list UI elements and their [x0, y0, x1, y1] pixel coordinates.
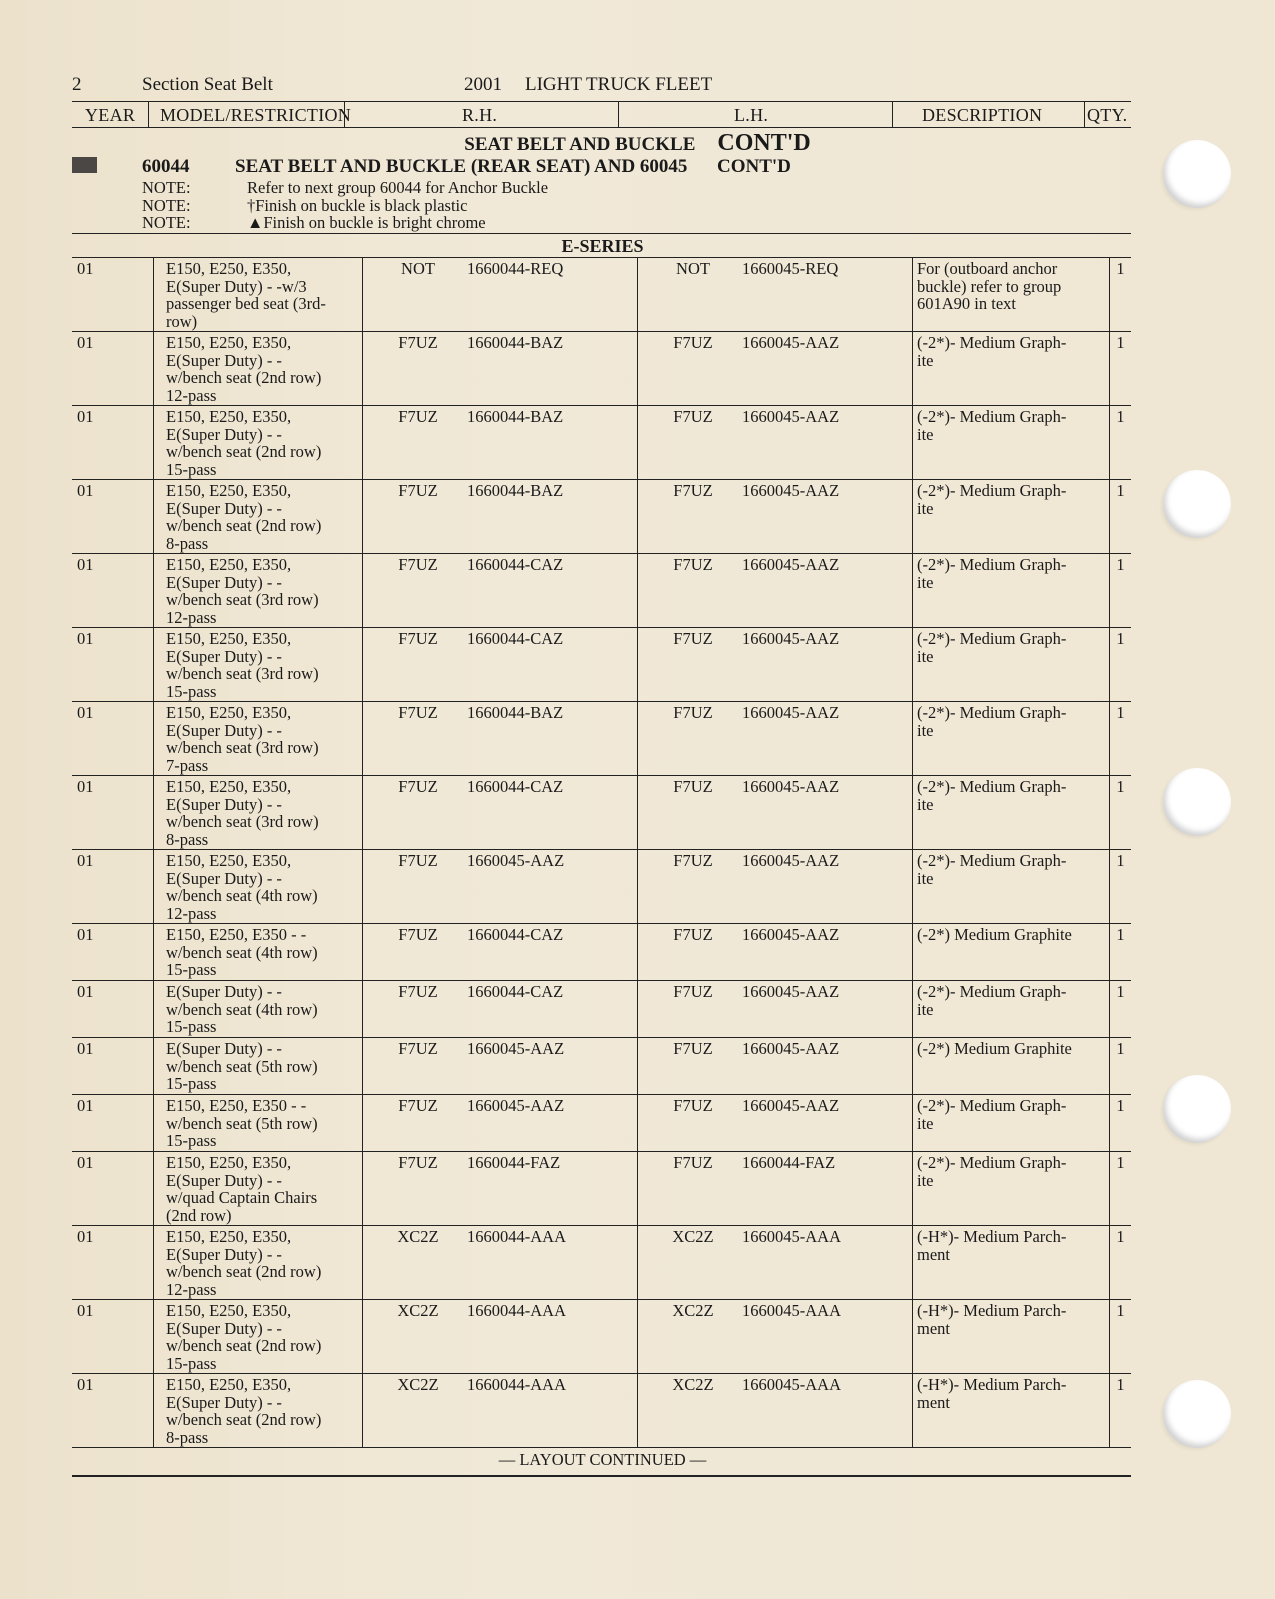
- model-cell: E150, E250, E350, E(Super Duty) - - w/bench seat (3rd row) 8-pass: [154, 776, 363, 850]
- part-prefix: F7UZ: [398, 1153, 438, 1172]
- rh-part-cell: [363, 924, 638, 981]
- series-heading: E-SERIES: [561, 236, 644, 256]
- part-prefix: F7UZ: [398, 777, 438, 796]
- model-cell: E150, E250, E350, E(Super Duty) - - w/bench seat (3rd row) 15-pass: [154, 628, 363, 702]
- model-cell: E150, E250, E350, E(Super Duty) - - w/bench seat (3rd row) 12-pass: [154, 554, 363, 628]
- rh-part-cell: [363, 554, 638, 628]
- lh-part-cell: [638, 702, 913, 776]
- part-number: 1660045-AAZ: [742, 1039, 840, 1058]
- description-cell: (-2*) Medium Graphite: [913, 924, 1110, 981]
- qty-cell: 1: [1110, 1374, 1132, 1448]
- year-cell: 01: [72, 1095, 154, 1152]
- model-cell: E150, E250, E350 - - w/bench seat (5th row) 15-pass: [154, 1095, 363, 1152]
- part-prefix: F7UZ: [673, 629, 713, 648]
- qty-cell: 1: [1110, 258, 1132, 332]
- part-number: 1660045-AAZ: [467, 1096, 565, 1115]
- qty-cell: 1: [1110, 628, 1132, 702]
- qty-cell: 1: [1110, 480, 1132, 554]
- part-prefix: XC2Z: [397, 1301, 439, 1320]
- part-number: 1660045-AAZ: [742, 982, 840, 1001]
- part-number: 1660044-BAZ: [467, 407, 564, 426]
- year-cell: 01: [72, 332, 154, 406]
- table-row: [72, 628, 1131, 702]
- part-number: 1660044-CAZ: [467, 925, 564, 944]
- bottom-rule: [72, 1475, 1131, 1477]
- part-prefix: F7UZ: [673, 407, 713, 426]
- part-prefix: F7UZ: [673, 925, 713, 944]
- lh-part-cell: [638, 1374, 913, 1448]
- description-cell: (-H*)- Medium Parch- ment: [913, 1226, 1110, 1300]
- part-prefix: NOT: [676, 259, 710, 278]
- rh-part-cell: [363, 1300, 638, 1374]
- col-qty: QTY.: [1087, 105, 1128, 125]
- part-prefix: F7UZ: [398, 703, 438, 722]
- year-cell: 01: [72, 480, 154, 554]
- part-number: 1660044-AAA: [467, 1301, 566, 1320]
- year-cell: 01: [72, 850, 154, 924]
- layout-continued: — LAYOUT CONTINUED —: [498, 1450, 707, 1469]
- part-prefix: F7UZ: [673, 851, 713, 870]
- col-description: DESCRIPTION: [922, 105, 1043, 125]
- rh-part-cell: [363, 981, 638, 1038]
- model-cell: E(Super Duty) - - w/bench seat (5th row) 15-pass: [154, 1038, 363, 1095]
- lh-part-cell: [638, 258, 913, 332]
- part-prefix: F7UZ: [398, 851, 438, 870]
- part-prefix: F7UZ: [398, 1096, 438, 1115]
- table-row: [72, 332, 1131, 406]
- part-number: 1660044-BAZ: [467, 703, 564, 722]
- rh-part-cell: [363, 776, 638, 850]
- part-number: 1660045-AAZ: [742, 851, 840, 870]
- description-cell: (-2*)- Medium Graph- ite: [913, 628, 1110, 702]
- part-prefix: F7UZ: [398, 982, 438, 1001]
- year-cell: 01: [72, 406, 154, 480]
- lh-part-cell: [638, 850, 913, 924]
- table-row: [72, 702, 1131, 776]
- note-text: ▲Finish on buckle is bright chrome: [247, 213, 486, 232]
- part-number: 1660044-AAA: [467, 1227, 566, 1246]
- note-text: †Finish on buckle is black plastic: [247, 196, 468, 215]
- lh-part-cell: [638, 1095, 913, 1152]
- model-cell: E150, E250, E350, E(Super Duty) - - w/bench seat (2nd row) 15-pass: [154, 406, 363, 480]
- part-prefix: NOT: [401, 259, 435, 278]
- section-title: SEAT BELT AND BUCKLE CONT'D: [464, 130, 811, 156]
- qty-cell: 1: [1110, 332, 1132, 406]
- rh-part-cell: [363, 1038, 638, 1095]
- part-number: 1660044-BAZ: [467, 333, 564, 352]
- lh-part-cell: [638, 332, 913, 406]
- part-number: 1660044-CAZ: [467, 555, 564, 574]
- lh-part-cell: [638, 924, 913, 981]
- year-cell: 01: [72, 1226, 154, 1300]
- table-row: [72, 776, 1131, 850]
- part-number: 1660045-AAZ: [742, 925, 840, 944]
- description-cell: (-2*)- Medium Graph- ite: [913, 702, 1110, 776]
- part-number: 1660045-AAA: [742, 1301, 841, 1320]
- year-cell: 01: [72, 1374, 154, 1448]
- rh-part-cell: [363, 850, 638, 924]
- qty-cell: 1: [1110, 1300, 1132, 1374]
- model-cell: E150, E250, E350, E(Super Duty) - - w/bench seat (2nd row) 8-pass: [154, 480, 363, 554]
- part-number: 1660045-AAZ: [467, 1039, 565, 1058]
- description-cell: (-2*)- Medium Graph- ite: [913, 406, 1110, 480]
- part-number: 1660045-AAZ: [467, 851, 565, 870]
- note-text: Refer to next group 60044 for Anchor Buckle: [247, 178, 549, 197]
- part-prefix: F7UZ: [673, 1039, 713, 1058]
- col-lh: L.H.: [734, 105, 769, 125]
- part-number: 1660045-REQ: [742, 259, 839, 278]
- col-rh: R.H.: [462, 105, 498, 125]
- part-number: 1660045-AAZ: [742, 407, 840, 426]
- part-prefix: XC2Z: [397, 1375, 439, 1394]
- rh-part-cell: [363, 702, 638, 776]
- year-cell: 01: [72, 981, 154, 1038]
- qty-cell: 1: [1110, 776, 1132, 850]
- qty-cell: 1: [1110, 406, 1132, 480]
- rh-part-cell: [363, 628, 638, 702]
- year-cell: 01: [72, 1300, 154, 1374]
- lh-part-cell: [638, 1152, 913, 1226]
- part-number: 1660045-AAA: [742, 1227, 841, 1246]
- part-prefix: F7UZ: [673, 703, 713, 722]
- description-cell: (-2*)- Medium Graph- ite: [913, 480, 1110, 554]
- model-cell: E150, E250, E350, E(Super Duty) - - w/bench seat (3rd row) 7-pass: [154, 702, 363, 776]
- part-prefix: F7UZ: [398, 925, 438, 944]
- part-prefix: F7UZ: [398, 555, 438, 574]
- part-prefix: XC2Z: [672, 1227, 714, 1246]
- year-cell: 01: [72, 776, 154, 850]
- part-prefix: XC2Z: [397, 1227, 439, 1246]
- part-number: 1660045-AAZ: [742, 555, 840, 574]
- year-cell: 01: [72, 924, 154, 981]
- part-prefix: F7UZ: [398, 407, 438, 426]
- part-prefix: F7UZ: [398, 629, 438, 648]
- group-marker: [72, 157, 97, 173]
- table-row: [72, 258, 1131, 332]
- part-number: 1660044-CAZ: [467, 777, 564, 796]
- rh-part-cell: [363, 258, 638, 332]
- parts-table: [72, 257, 1131, 1448]
- lh-part-cell: [638, 406, 913, 480]
- part-number: 1660045-AAZ: [742, 333, 840, 352]
- model-cell: E150, E250, E350 - - w/bench seat (4th row) 15-pass: [154, 924, 363, 981]
- part-number: 1660045-AAZ: [742, 703, 840, 722]
- model-cell: E150, E250, E350, E(Super Duty) - - w/bench seat (2nd row) 12-pass: [154, 332, 363, 406]
- model-cell: E150, E250, E350, E(Super Duty) - - w/bench seat (4th row) 12-pass: [154, 850, 363, 924]
- table-row: [72, 1152, 1131, 1226]
- table-row: [72, 1038, 1131, 1095]
- qty-cell: 1: [1110, 1095, 1132, 1152]
- part-number: 1660044-AAA: [467, 1375, 566, 1394]
- part-prefix: F7UZ: [673, 982, 713, 1001]
- qty-cell: 1: [1110, 554, 1132, 628]
- note-label: NOTE:: [142, 213, 191, 232]
- table-row: [72, 981, 1131, 1038]
- part-number: 1660045-AAZ: [742, 1096, 840, 1115]
- part-prefix: F7UZ: [398, 481, 438, 500]
- part-number: 1660044-CAZ: [467, 982, 564, 1001]
- page-number: 2: [72, 74, 82, 95]
- model-cell: E150, E250, E350, E(Super Duty) - - w/bench seat (2nd row) 8-pass: [154, 1374, 363, 1448]
- table-row: [72, 1226, 1131, 1300]
- rh-part-cell: [363, 406, 638, 480]
- rh-part-cell: [363, 1374, 638, 1448]
- col-year: YEAR: [85, 105, 136, 125]
- lh-part-cell: [638, 1038, 913, 1095]
- lh-part-cell: [638, 776, 913, 850]
- rh-part-cell: [363, 1152, 638, 1226]
- description-cell: (-H*)- Medium Parch- ment: [913, 1300, 1110, 1374]
- model-cell: E150, E250, E350, E(Super Duty) - -w/3 passenger bed seat (3rd- row): [154, 258, 363, 332]
- col-model: MODEL/RESTRICTION: [160, 105, 352, 125]
- model-cell: E150, E250, E350, E(Super Duty) - - w/bench seat (2nd row) 12-pass: [154, 1226, 363, 1300]
- qty-cell: 1: [1110, 1152, 1132, 1226]
- part-number: 1660045-AAZ: [742, 629, 840, 648]
- description-cell: (-2*)- Medium Graph- ite: [913, 554, 1110, 628]
- year-cell: 01: [72, 702, 154, 776]
- year-cell: 01: [72, 258, 154, 332]
- group-code: 60044: [142, 156, 190, 177]
- year-cell: 01: [72, 628, 154, 702]
- part-prefix: F7UZ: [673, 1153, 713, 1172]
- table-row: [72, 554, 1131, 628]
- lh-part-cell: [638, 480, 913, 554]
- note-label: NOTE:: [142, 196, 191, 215]
- year-cell: 01: [72, 554, 154, 628]
- description-cell: (-2*)- Medium Graph- ite: [913, 332, 1110, 406]
- table-row: [72, 1095, 1131, 1152]
- part-prefix: F7UZ: [673, 1096, 713, 1115]
- qty-cell: 1: [1110, 850, 1132, 924]
- part-number: 1660045-AAZ: [742, 481, 840, 500]
- table-row: [72, 480, 1131, 554]
- section-name: Section Seat Belt: [142, 74, 273, 95]
- part-prefix: F7UZ: [673, 555, 713, 574]
- qty-cell: 1: [1110, 924, 1132, 981]
- rh-part-cell: [363, 1095, 638, 1152]
- part-number: 1660044-REQ: [467, 259, 564, 278]
- qty-cell: 1: [1110, 981, 1132, 1038]
- binder-hole: [1163, 470, 1231, 538]
- column-header-row: [72, 101, 1131, 128]
- binder-hole: [1163, 768, 1231, 836]
- part-number: 1660045-AAZ: [742, 777, 840, 796]
- catalog-title: LIGHT TRUCK FLEET: [525, 74, 713, 95]
- part-prefix: XC2Z: [672, 1375, 714, 1394]
- description-cell: (-2*)- Medium Graph- ite: [913, 776, 1110, 850]
- qty-cell: 1: [1110, 702, 1132, 776]
- lh-part-cell: [638, 1226, 913, 1300]
- group-title: SEAT BELT AND BUCKLE (REAR SEAT) AND 60045: [235, 156, 688, 177]
- divider: [72, 233, 1131, 234]
- model-cell: E150, E250, E350, E(Super Duty) - - w/quad Captain Chairs (2nd row): [154, 1152, 363, 1226]
- year-cell: 01: [72, 1038, 154, 1095]
- table-row: [72, 406, 1131, 480]
- rh-part-cell: [363, 332, 638, 406]
- qty-cell: 1: [1110, 1226, 1132, 1300]
- description-cell: (-2*)- Medium Graph- ite: [913, 850, 1110, 924]
- part-number: 1660045-AAA: [742, 1375, 841, 1394]
- part-number: 1660044-BAZ: [467, 481, 564, 500]
- description-cell: For (outboard anchor buckle) refer to group 601A90 in text: [913, 258, 1110, 332]
- part-number: 1660044-FAZ: [742, 1153, 836, 1172]
- model-cell: E(Super Duty) - - w/bench seat (4th row) 15-pass: [154, 981, 363, 1038]
- part-prefix: F7UZ: [673, 481, 713, 500]
- rh-part-cell: [363, 480, 638, 554]
- part-number: 1660044-FAZ: [467, 1153, 561, 1172]
- description-cell: (-2*)- Medium Graph- ite: [913, 1152, 1110, 1226]
- group-contd: CONT'D: [717, 156, 791, 177]
- year-cell: 01: [72, 1152, 154, 1226]
- binder-hole: [1163, 1075, 1231, 1143]
- rh-part-cell: [363, 1226, 638, 1300]
- catalog-year: 2001: [464, 74, 502, 95]
- part-prefix: F7UZ: [398, 1039, 438, 1058]
- lh-part-cell: [638, 628, 913, 702]
- part-number: 1660044-CAZ: [467, 629, 564, 648]
- binder-hole: [1163, 1380, 1231, 1448]
- model-cell: E150, E250, E350, E(Super Duty) - - w/bench seat (2nd row) 15-pass: [154, 1300, 363, 1374]
- description-cell: (-2*) Medium Graphite: [913, 1038, 1110, 1095]
- table-row: [72, 850, 1131, 924]
- lh-part-cell: [638, 981, 913, 1038]
- part-prefix: F7UZ: [673, 777, 713, 796]
- description-cell: (-H*)- Medium Parch- ment: [913, 1374, 1110, 1448]
- description-cell: (-2*)- Medium Graph- ite: [913, 1095, 1110, 1152]
- lh-part-cell: [638, 1300, 913, 1374]
- description-cell: (-2*)- Medium Graph- ite: [913, 981, 1110, 1038]
- note-label: NOTE:: [142, 178, 191, 197]
- qty-cell: 1: [1110, 1038, 1132, 1095]
- table-row: [72, 1374, 1131, 1448]
- part-prefix: XC2Z: [672, 1301, 714, 1320]
- part-prefix: F7UZ: [673, 333, 713, 352]
- table-row: [72, 1300, 1131, 1374]
- part-prefix: F7UZ: [398, 333, 438, 352]
- lh-part-cell: [638, 554, 913, 628]
- table-row: [72, 924, 1131, 981]
